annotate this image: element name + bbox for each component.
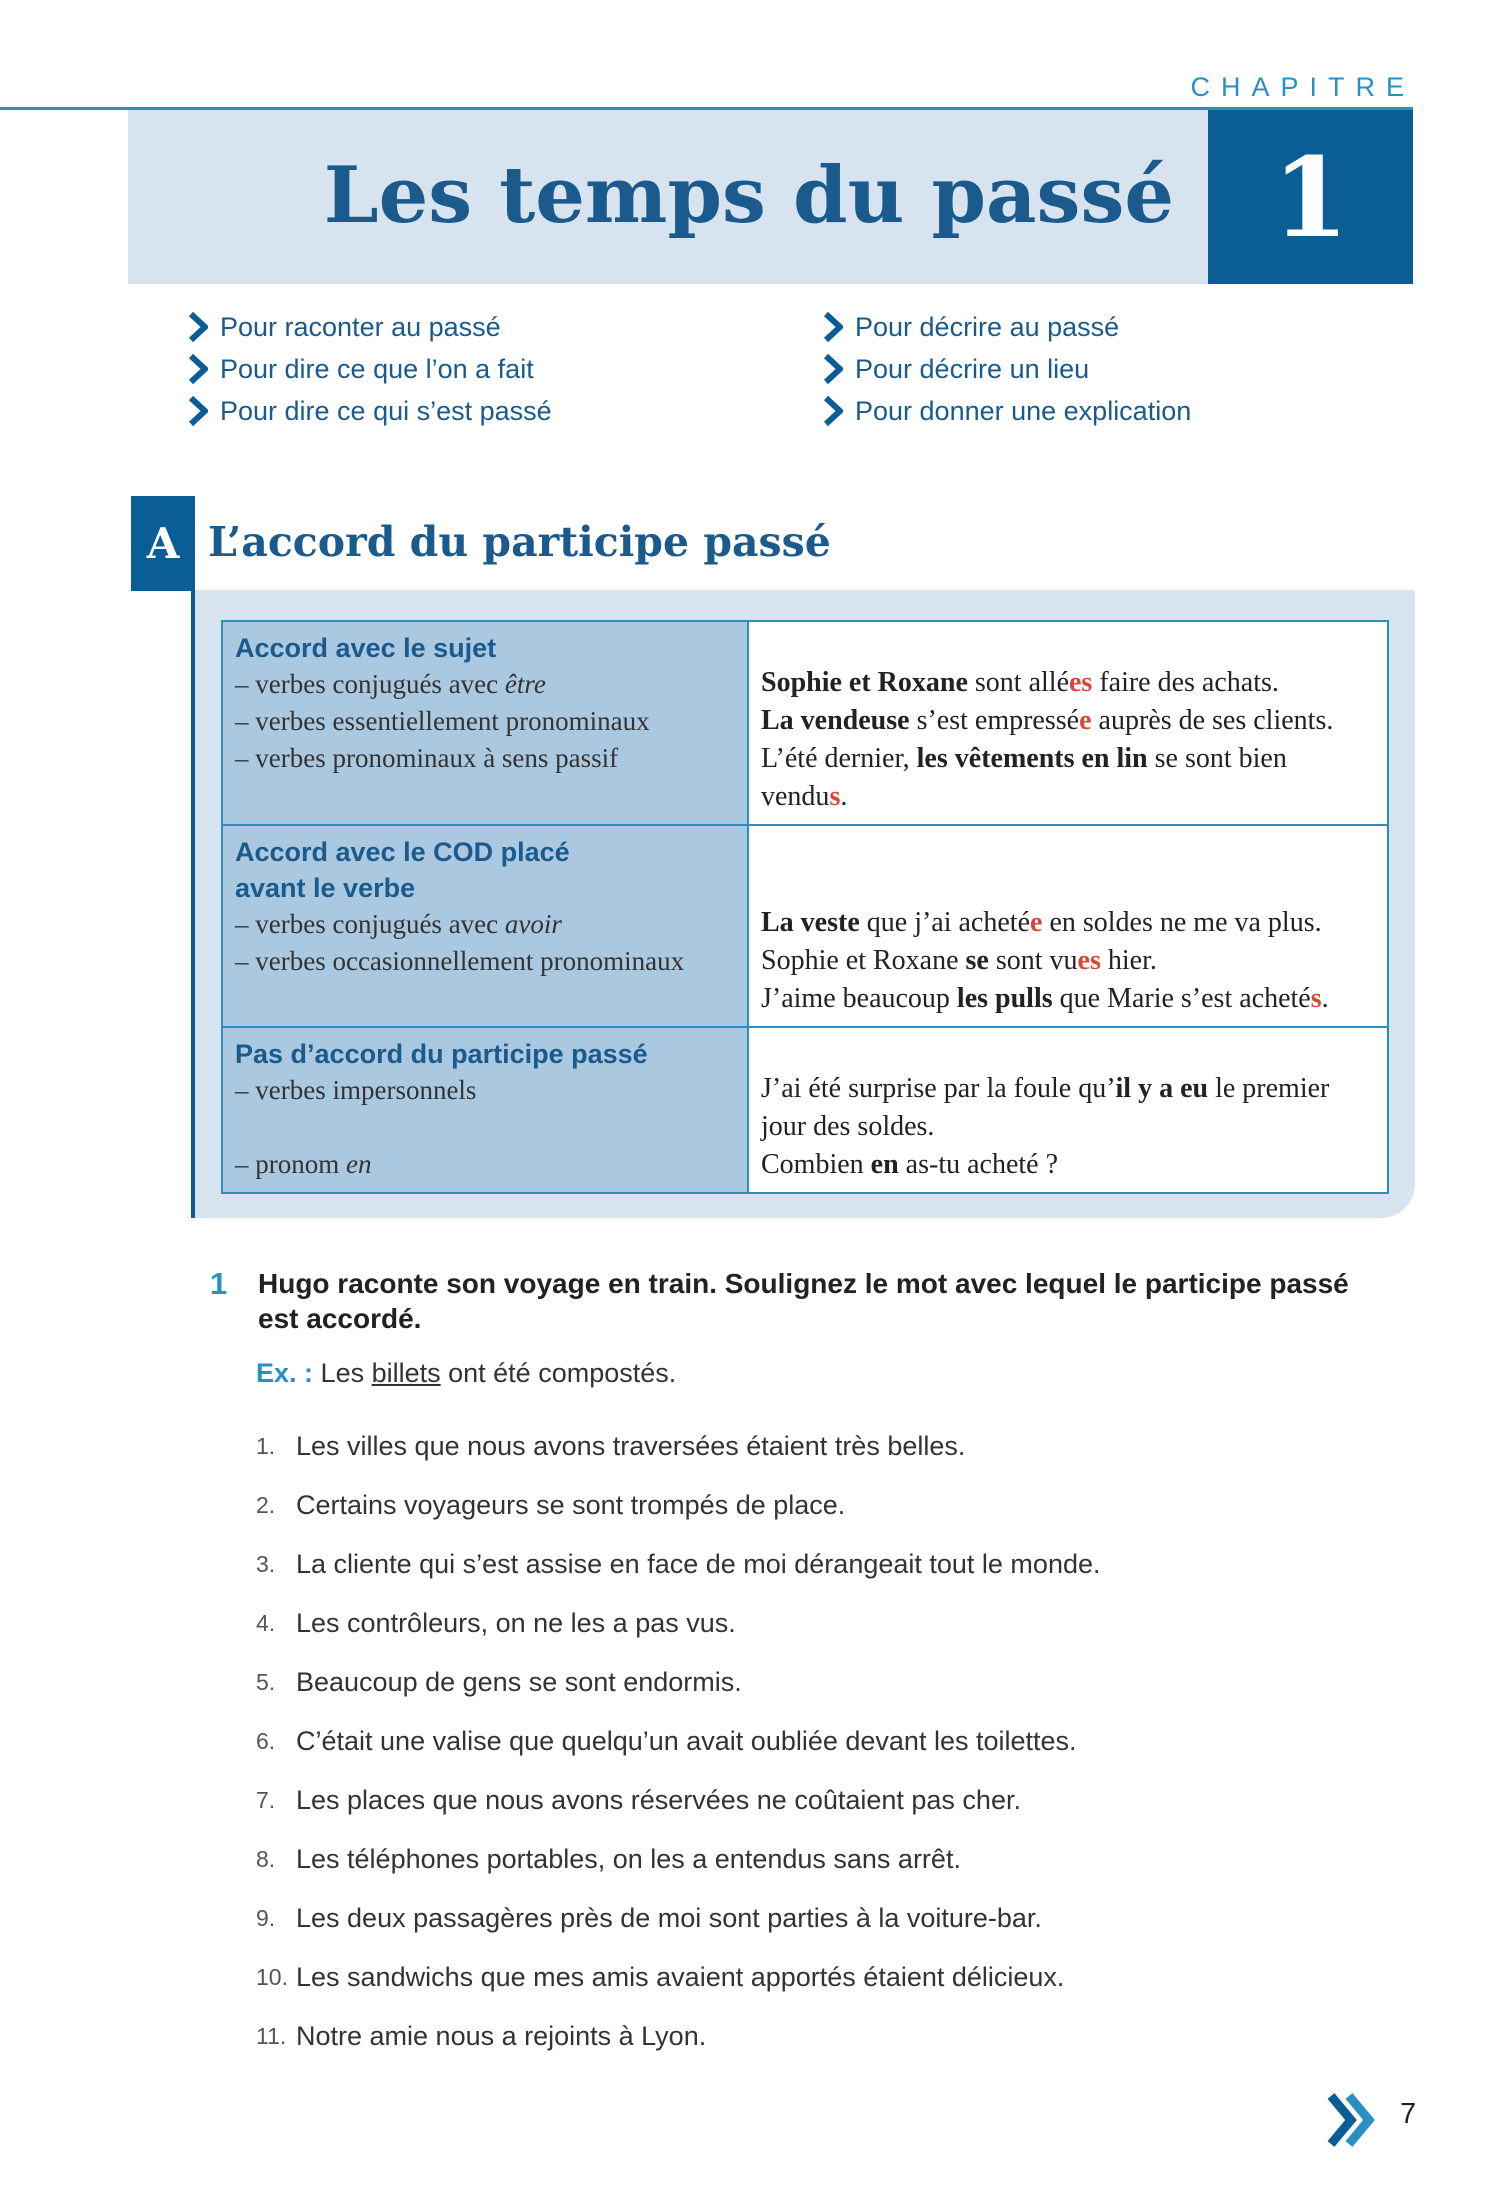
objective-item [188,306,552,348]
exercise-item [256,1771,1101,1830]
rule-title: Accord avec le sujet [235,633,497,663]
double-chevron-right-icon [1325,2092,1381,2148]
exercise-items [256,1417,1101,2066]
example-sentence: Sophie et Roxane sont allées faire des achats. [761,667,1279,698]
exercise-example: Ex. : Les billets ont été compostés. [256,1358,677,1388]
rule-cell [222,1027,748,1193]
item-number: 7. [256,1787,276,1813]
item-text: Beaucoup de gens se sont endormis. [296,1667,742,1697]
item-text: Les contrôleurs, on ne les a pas vus. [296,1608,736,1638]
item-number: 6. [256,1728,276,1754]
section-rule [191,590,195,1218]
item-text: Les téléphones portables, on les a entendus sans arrêt. [296,1844,961,1874]
example-sentence: La veste que j’ai achetée en soldes ne me va plus. [761,907,1322,938]
rule-title: Accord avec le COD placé avant le verbe [235,837,570,903]
rule-cell [222,621,748,825]
rule-item: – verbes essentiellement pronominaux [235,706,650,736]
example-sentence: J’aime beaucoup les pulls que Marie s’est achetés. [761,983,1329,1014]
item-number: 9. [256,1905,276,1931]
exercise-item [256,1594,1101,1653]
chapter-number: 1 [1272,132,1349,262]
chevron-right-icon [823,396,843,426]
rule-title: Pas d’accord du participe passé [235,1039,648,1069]
chevron-right-icon [188,396,208,426]
chapter-number-box [1208,110,1413,284]
item-number: 1. [256,1433,276,1459]
exercise-item [256,1653,1101,1712]
objective-label: Pour décrire un lieu [855,353,1090,384]
item-number: 5. [256,1669,276,1695]
objective-label: Pour décrire au passé [855,311,1120,342]
objective-label: Pour dire ce qui s’est passé [220,395,552,426]
chevron-right-icon [823,354,843,384]
exercise-item [256,1712,1101,1771]
rule-item: – verbes occasionnellement pronominaux [235,946,685,976]
rule-item: – verbes conjugués avec avoir [235,909,562,939]
exercise-item [256,1948,1101,2007]
objective-item [188,390,552,432]
table-row [222,1027,1388,1193]
objective-item [823,306,1191,348]
example-sentence: Combien en as-tu acheté ? [761,1149,1059,1180]
exercise-item [256,1830,1101,1889]
exercise-instruction: Hugo raconte son voyage en train. Soulignez le mot avec lequel le participe passé est accordé. [258,1268,1349,1334]
example-sentence: La vendeuse s’est empressée auprès de ses clients. [761,705,1334,736]
objective-item [188,348,552,390]
item-text: Les villes que nous avons traversées étaient très belles. [296,1431,966,1461]
item-text: Les deux passagères près de moi sont parties à la voiture-bar. [296,1903,1042,1933]
exercise-item [256,1417,1101,1476]
objective-label: Pour raconter au passé [220,311,501,342]
example-label: Ex. : [256,1358,314,1388]
rule-item: – pronom en [235,1149,372,1179]
objective-item [823,348,1191,390]
item-text: Les places que nous avons réservées ne coûtaient pas cher. [296,1785,1021,1815]
grammar-table [221,620,1389,1194]
chapter-title: Les temps du passé [323,150,1174,241]
objectives-left [188,306,552,432]
exercise-item [256,1476,1101,1535]
section-letter-box [131,496,195,591]
item-number: 8. [256,1846,276,1872]
item-text: La cliente qui s’est assise en face de moi dérangeait tout le monde. [296,1549,1101,1579]
item-number: 4. [256,1610,276,1636]
underlined-word: billets [371,1358,441,1388]
table-row [222,825,1388,1027]
item-text: C’était une valise que quelqu’un avait oubliée devant les toilettes. [296,1726,1077,1756]
item-text: Notre amie nous a rejoints à Lyon. [296,2021,707,2051]
objective-item [823,390,1191,432]
example-sentence: L’été dernier, les vêtements en lin se sont bien vendus. [761,743,1287,812]
example-sentence: J’ai été surprise par la foule qu’il y a eu le premier jour des soldes. [761,1073,1330,1142]
objective-label: Pour dire ce que l’on a fait [220,353,534,384]
chapter-label: CHAPITRE [1190,72,1415,102]
example-cell [748,825,1388,1027]
item-text: Certains voyageurs se sont trompés de place. [296,1490,846,1520]
chevron-right-icon [823,312,843,342]
example-sentence: Sophie et Roxane se sont vues hier. [761,945,1157,976]
section-letter: A [146,519,180,568]
exercise-number: 1 [210,1266,228,1301]
exercise-item [256,2007,1101,2066]
objective-label: Pour donner une explication [855,395,1192,426]
example-cell [748,1027,1388,1193]
table-row [222,621,1388,825]
section-title: L’accord du participe passé [208,518,831,566]
page-number: 7 [1400,2098,1417,2130]
objectives-right [823,306,1191,432]
item-number: 10. [256,1964,288,1990]
item-number: 3. [256,1551,276,1577]
example-cell [748,621,1388,825]
exercise-item [256,1889,1101,1948]
item-text: Les sandwichs que mes amis avaient apportés étaient délicieux. [296,1962,1065,1992]
rule-item: – verbes impersonnels [235,1075,477,1105]
chevron-right-icon [188,312,208,342]
rule-cell [222,825,748,1027]
rule-item: – verbes conjugués avec être [235,669,546,699]
exercise-item [256,1535,1101,1594]
chevron-right-icon [188,354,208,384]
rule-item: – verbes pronominaux à sens passif [235,743,619,773]
item-number: 2. [256,1492,276,1518]
item-number: 11. [256,2023,287,2049]
